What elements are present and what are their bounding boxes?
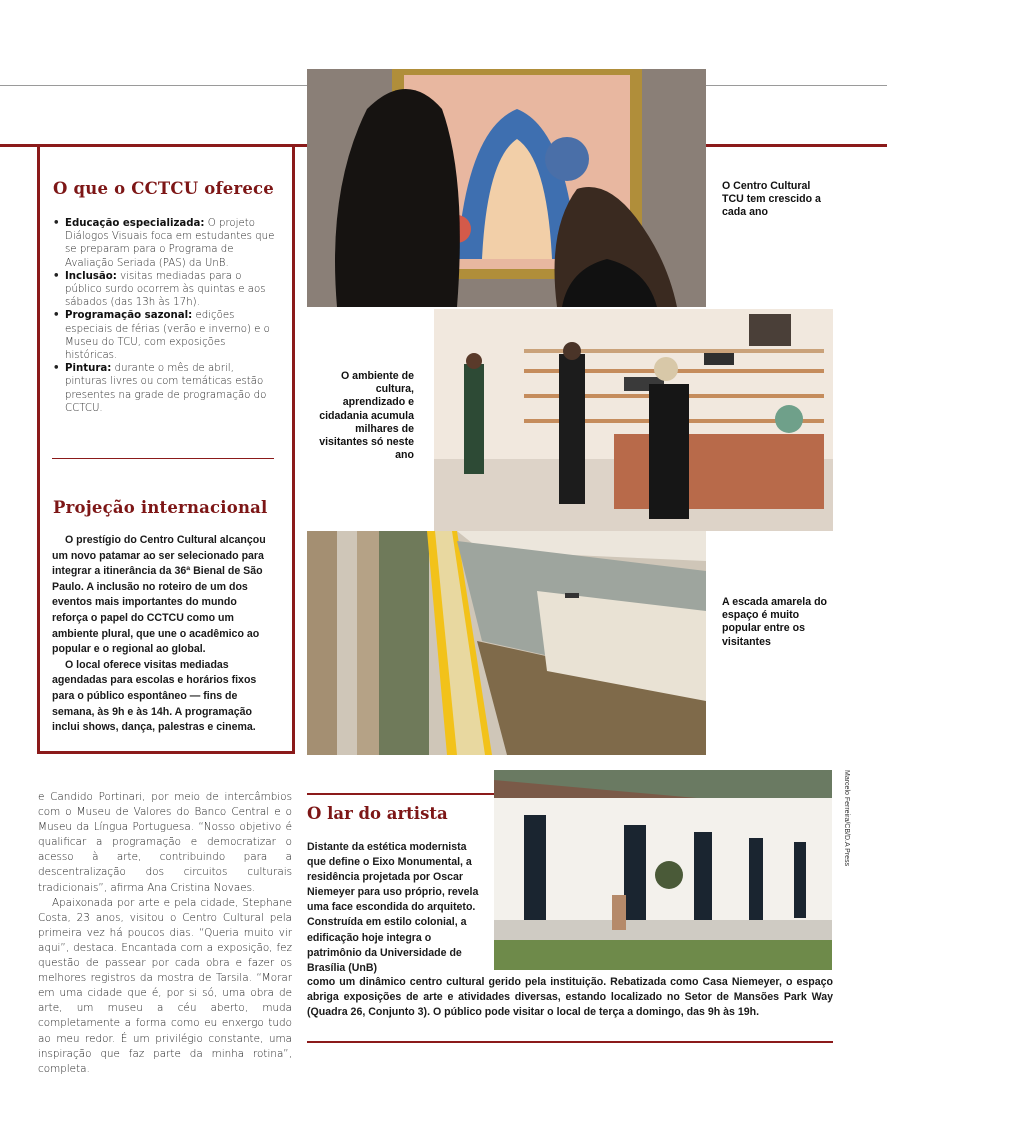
list-item [53, 217, 278, 270]
section-rule [307, 793, 494, 795]
bullet-text: visitas mediadas para o público surdo ocorrem às quintas e aos sábados (das 13h às 17h). [65, 270, 266, 309]
bullet-text: edições especiais de férias (verão e inverno) e o Museu do TCU, com exposições históricas. [65, 310, 270, 362]
list-item [53, 270, 278, 310]
sidebar-divider [52, 458, 274, 459]
bullet-label: Programação sazonal: [65, 310, 193, 322]
bullet-label: Inclusão: [65, 270, 117, 282]
top-rule-red-right [706, 144, 887, 147]
offers-list [53, 217, 278, 415]
caption-photo1: O Centro Cultural TCU tem crescido a cada ano [722, 180, 821, 219]
bottom-rule [307, 1041, 833, 1043]
projection-paragraph: O prestígio do Centro Cultural alcançou um novo patamar ao ser selecionado para integrar a itinerância da 36ª Bienal de São Paulo. A inclusão no roteiro de um dos eventos mais importantes do mundo reforça o papel do CCTCU como um ambiente plural, que une o acadêmico ao popular e o regional ao global. [52, 534, 266, 656]
caption-photo2: O ambiente de cultura, aprendizado e cidadania acumula milhares de visitantes só neste ano [319, 370, 414, 462]
sidebar-title-projection: Projeção internacional [53, 498, 268, 517]
list-item [53, 362, 278, 415]
artist-home-body-narrow: Distante da estética modernista que define o Eixo Monumental, a residência projetada por Oscar Niemeyer para uso próprio, revela uma face escondida do arquiteto. Construída em estilo colonial, a edificação hoje integra o patrimônio da Universidade de Brasília (UnB) [307, 841, 479, 974]
photo-painting-visitors [307, 69, 706, 307]
bullet-text: O projeto Diálogos Visuais foca em estudantes que se preparam para o Programa de Avaliação Seriada (PAS) da UnB. [65, 218, 275, 269]
sidebar-box [37, 147, 295, 754]
top-rule-thin-right [706, 85, 887, 86]
caption-photo3: A escada amarela do espaço é muito popular entre os visitantes [722, 596, 828, 648]
artist-home-body-wide: como um dinâmico centro cultural gerido pela instituição. Rebatizada como Casa Niemeyer, o espaço abriga exposições de arte e atividades diversas, estando localizado no Setor de Mansões Park Way (Quadra 26, Conjunto 3). O público pode visitar o local de terça a domingo, das 9h às 19h. [307, 976, 833, 1019]
bullet-text: durante o mês de abril, pinturas livres ou com temáticas estão presentes na grade de programação do CCTCU. [65, 363, 267, 414]
projection-body [52, 533, 274, 736]
article-paragraph: Apaixonada por arte e pela cidade, Stephane Costa, 23 anos, visitou o Centro Cultural pela primeira vez há poucos dias. “Queria muito vir aqui”, destaca. Encantada com a exposição, fez questão de passear por cada obra e fazer os melhores registros da mostra de Tarsila. “Morar em uma cidade que é, por si só, uma obra de arte, um museu a céu aberto, muda completamente a forma como eu enxergo tudo ao meu redor. É um privilégio constante, uma inspiração que faz parte da minha rotina”, completa. [38, 896, 292, 1075]
article-column [38, 790, 292, 1077]
bullet-label: Pintura: [65, 363, 112, 375]
top-rule-thin [0, 85, 307, 86]
photo-casa-niemeyer [494, 770, 832, 970]
article-paragraph: e Candido Portinari, por meio de intercâmbios com o Museu de Valores do Banco Central e o Museu da Língua Portuguesa. “Nosso objetivo é qualificar a programação e democratizar o acesso à arte, contribuindo para a descentralização dos circuitos culturais tradicionais”, afirma Ana Cristina Novaes. [38, 791, 292, 894]
photo-exhibition-room [434, 309, 833, 531]
photo-yellow-staircase [307, 531, 706, 755]
bullet-label: Educação especializada: [65, 218, 205, 229]
photo-credit: Marcelo Ferreira/CB/D.A Press [843, 770, 850, 867]
list-item [53, 309, 278, 362]
artist-home-title: O lar do artista [307, 804, 448, 823]
sidebar-title-offers: O que o CCTCU oferece [53, 179, 274, 198]
projection-paragraph: O local oferece visitas mediadas agendadas para escolas e horários fixos para o público espontâneo — fins de semana, às 9h e às 14h. A programação inclui shows, dança, palestras e cinema. [52, 658, 257, 734]
